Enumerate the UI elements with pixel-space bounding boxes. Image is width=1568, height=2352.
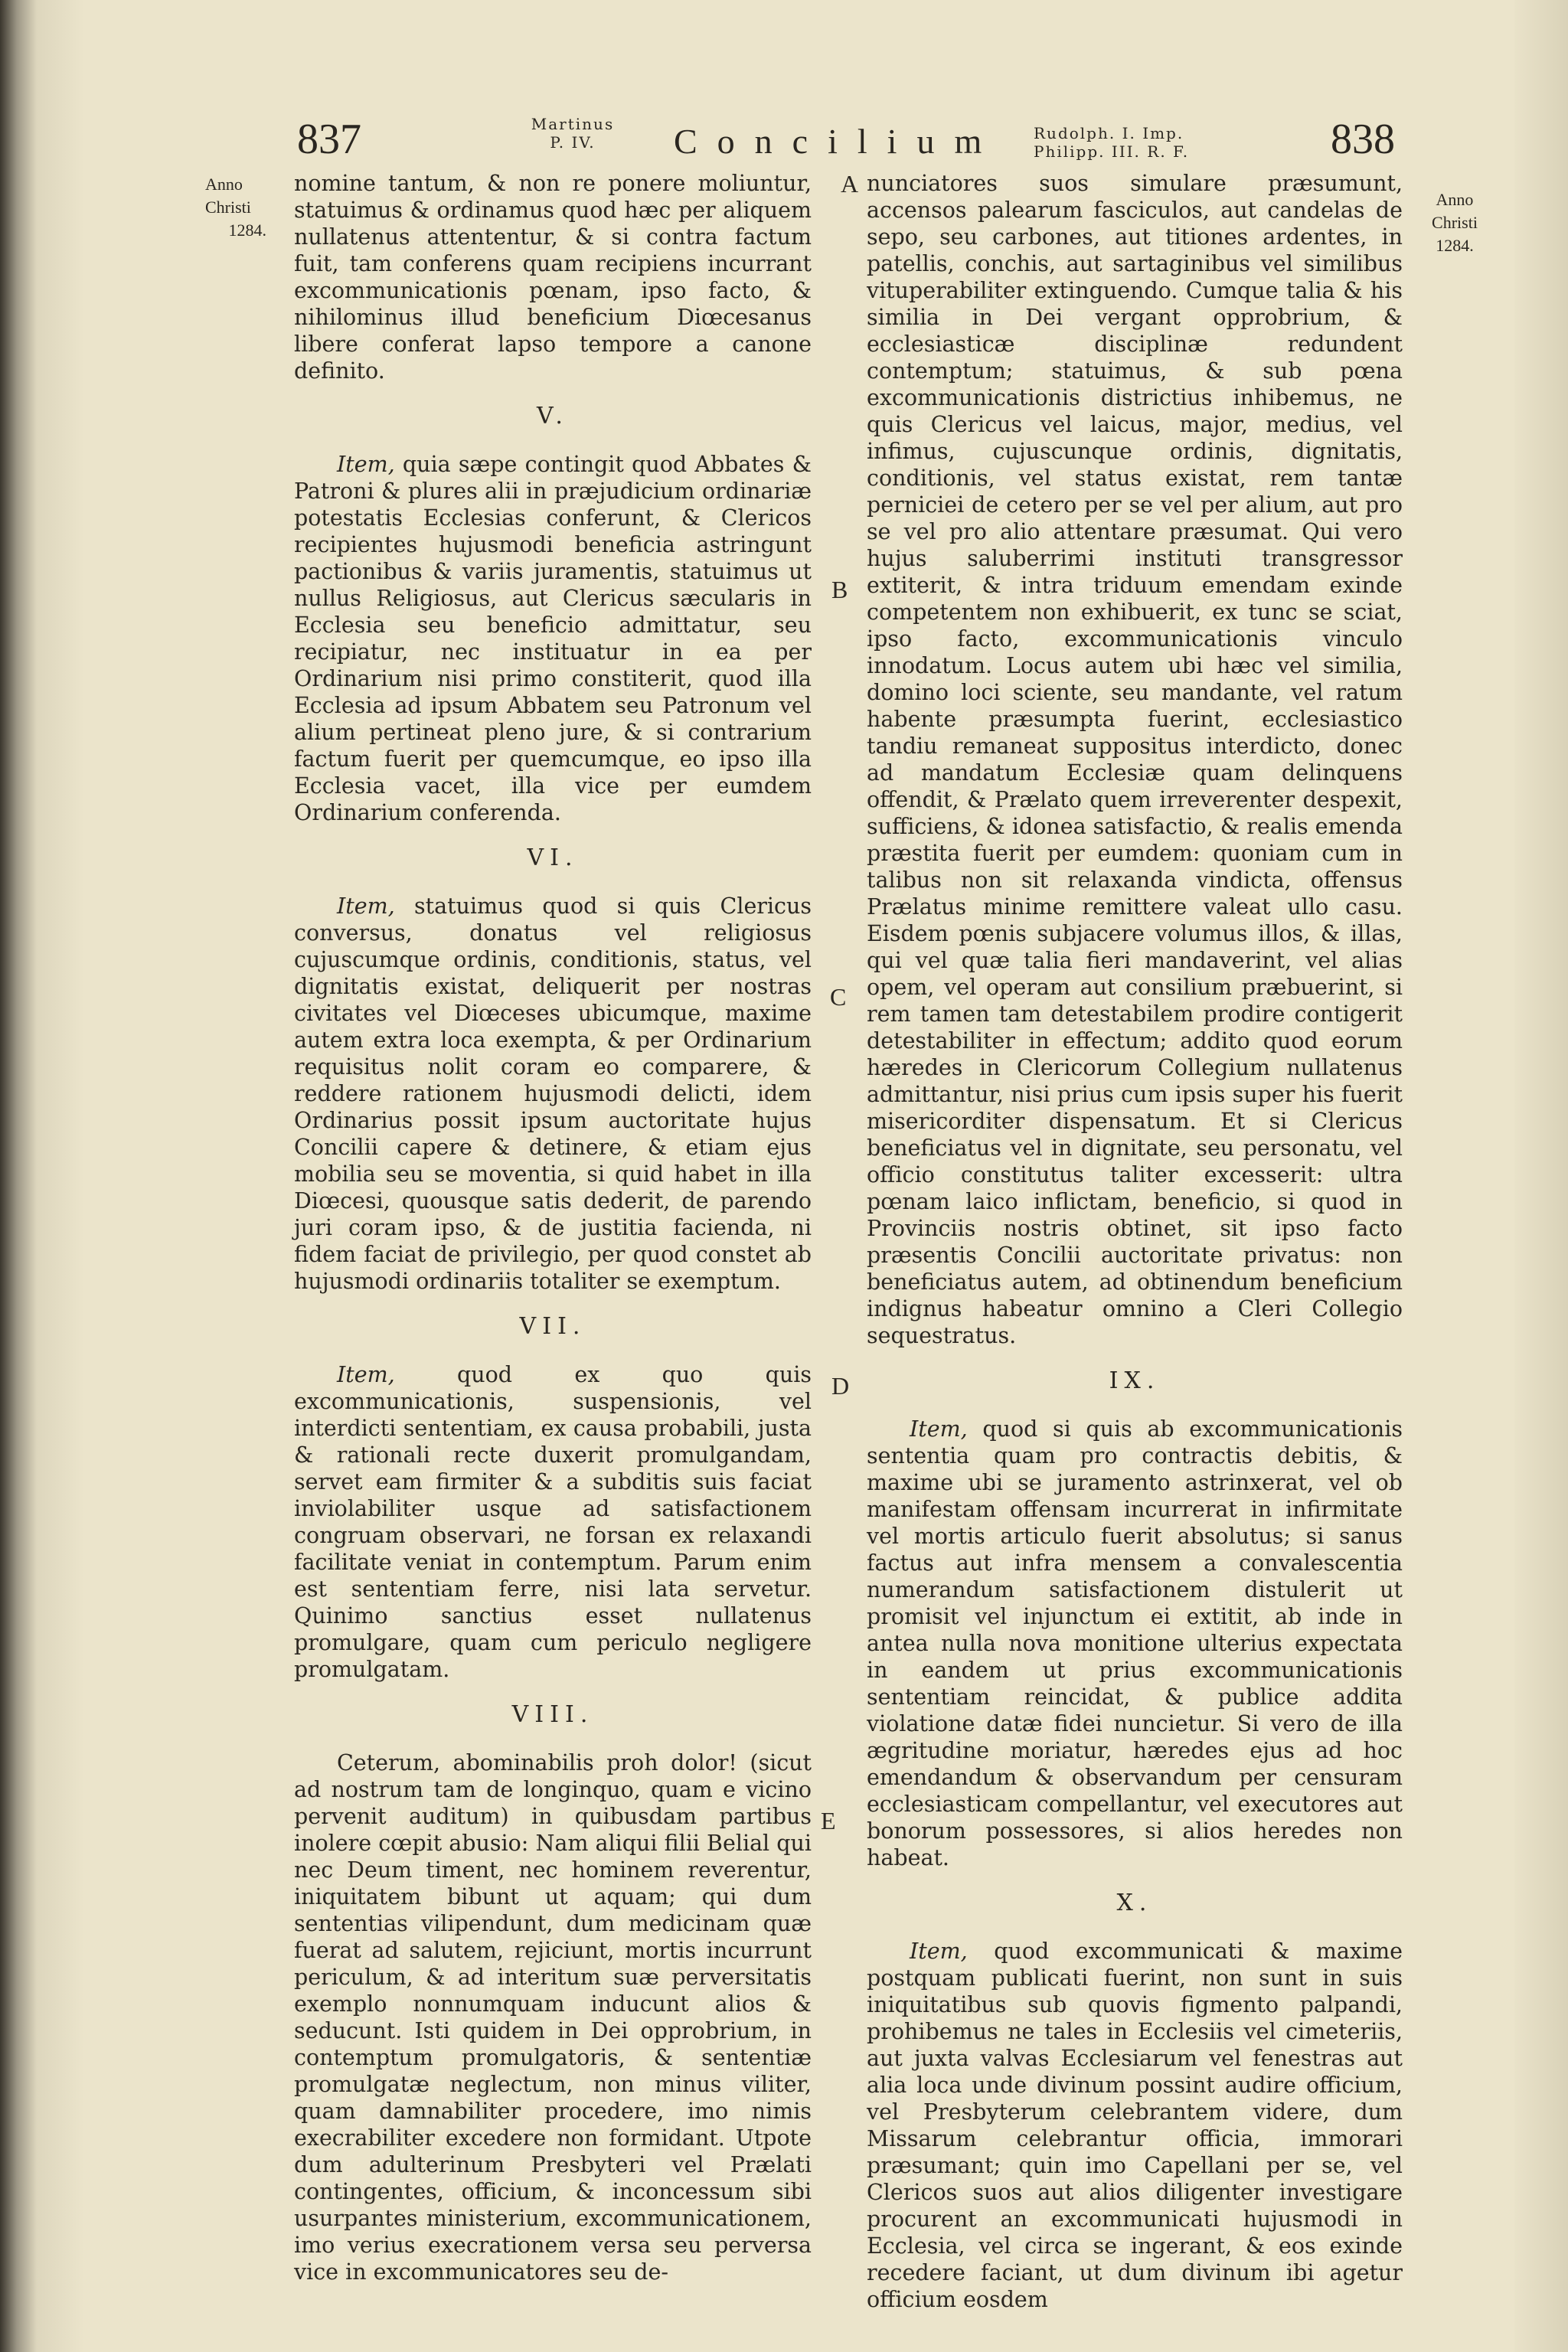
margin-note-line: Christi xyxy=(205,198,251,217)
running-head-line: P. IV. xyxy=(550,133,596,152)
margin-note-line: Christi xyxy=(1432,213,1478,232)
margin-note-line: Anno xyxy=(1436,190,1474,209)
section-letter-a: A xyxy=(841,170,859,198)
section-letter-d: D xyxy=(831,1372,850,1400)
left-running-head xyxy=(511,115,634,152)
paragraph-text: quod excommunicati & maxime postquam publicati fuerint, non sunt in suis iniquitatibus sub quovis figmento palpandi, prohibemus ne tales in Ecclesiis vel cimeteriis, aut juxta valvas Ecclesiarum vel fenestras aut alia loca unde divinum possint audire officium, vel Presbyterum celebrantem videre, dum Missarum celebrantur officia, immorari præsumant; quin imo Capellani per se, vel Clericos suos aut alios diligenter investigare procurent an excommunicati hujusmodi in Ecclesia, vel circa se ingerant, & eos exinde recedere faciant, ut dum divinum ibi agetur officium eosdem xyxy=(867,1939,1403,2312)
item-word: Item, xyxy=(910,1416,968,1442)
paragraph-text: quod ex quo quis excommunicationis, suspensionis, vel interdicti sententiam, ex causa probabili, justa & rationali recte duxerit promulgandam, servet eam firmiter & a subditis suis faciat inviolabiliter usque ad satisfactionem congruam observari, ne forsan ex relaxandi facilitate veniat in contemptum. Parum enim est sententiam ferre, nisi lata servetur. Quinimo sanctius esset nullatenus promulgare, quam cum periculo negligere promulgatam. xyxy=(294,1362,812,1682)
section-heading: X. xyxy=(1116,1890,1153,1916)
paragraph xyxy=(294,451,812,826)
paragraph: nunciatores suos simulare præsumunt, accensos palearum fasciculos, aut candelas de sepo, seu carbones, aut titiones ardentes, in patellis, conchis, aut sartaginibus vel similibus vituperabiliter extinguendo. Cumque talia & his similia in Dei vergant opprobrium, & ecclesiasticæ disciplinæ redundent contemptum; statuimus, & sub pœna excommunicationis districtius inhibemus, ne quis Clericus vel laicus, major, medius, vel infimus, cujuscunque ordinis, dignitatis, conditionis, vel status existat, rem tantæ perniciei de cetero per se vel per alium, aut pro se vel pro alio attentare præsumat. Qui vero hujus saluberrimi instituti transgressor extiterit, & intra triduum emendam exinde competentem non exhibuerit, ex tunc se sciat, ipso facto, excommunicationis vinculo innodatum. Locus autem ubi hæc vel similia, domino loci sciente, seu mandante, vel ratum habente præsumpta fuerint, ecclesiastico tandiu remaneat suppositus interdicto, donec ad mandatum Ecclesiæ quam delinquens offendit, & Prælato quem irreverenter despexit, sufficiens, & idonea satisfactio, & realis emenda præstita fuerit per eumdem: quoniam cum in talibus non sit relaxanda vindicta, offensus Prælatus minime remittere valeat ullo casu. Eisdem pœnis subjacere volumus illos, & illas, qui vel quæ talia fieri mandaverint, vel alias opem, vel operam aut consilium præbuerint, si rem tamen tam detestabilem prodire contigerit detestabiliter in effectum; addito quod eorum hæredes in Clericorum Collegium nullatenus admittantur, nisi prius cum ipsis super his fuerit misericorditer dispensatum. Et si Clericus beneficiatus vel in dignitate, seu personatu, vel officio constitutus taliter excesserit: ultra pœnam laico inflictam, beneficio, si quod in Provinciis nostris obtinet, sit ipso facto præsentis Concilii auctoritate privatus: non beneficiatus autem, ad obtinendum beneficium indignus habeatur omnino a Cleri Collegio sequestratus. xyxy=(867,171,1403,1348)
paragraph-text: quia sæpe contingit quod Abbates & Patroni & plures alii in præjudicium ordinariæ potestatis Ecclesias conferunt, & Clericos recipientes hujusmodi beneficia astringunt pactionibus & variis juramentis, statuimus ut nullus Religiosus, aut Clericus sæcularis in Ecclesia seu beneficio admittatur, seu recipiatur, nec instituatur in ea per Ordinarium nisi primo constiterit, quod illa Ecclesia ad ipsum Abbatem seu Patronum vel alium pertineat pleno jure, & si contrarium factum fuerit per quemcumque, eo ipso illa Ecclesia vacet, illa vice per eumdem Ordinarium conferenda. xyxy=(294,452,812,825)
paragraph: nomine tantum, & non re ponere moliuntur, statuimus & ordinamus quod hæc per aliquem nullatenus attententur, & si contra factum fuit, tam conferens quam recipiens incurrant excommunicationis pœnam, ipso facto, & nihilominus illud beneficium Diœcesanus libere conferat lapso tempore a canone definito. xyxy=(294,171,812,384)
running-head-line: Philipp. III. R. F. xyxy=(1034,142,1190,161)
running-head-line: Martinus xyxy=(531,115,615,133)
paragraph xyxy=(867,1416,1403,1871)
section-letter-c: C xyxy=(830,983,847,1011)
paragraph xyxy=(867,1938,1403,2313)
margin-note-line: Anno xyxy=(205,175,243,194)
margin-note-line: 1284. xyxy=(228,220,266,240)
item-word: Item, xyxy=(337,893,395,919)
left-text-column xyxy=(294,170,812,2295)
paragraph-text: statuimus quod si quis Clericus conversus, donatus vel religiosus cujuscumque ordinis, conditionis, status, vel dignitatis existat, deliquerit per nostras civitates vel Diœceses ubicumque, maxime autem extra loca exempta, & per Ordinarium requisitus nolit coram eo comparere, & reddere rationem hujusmodi delicti, idem Ordinarius possit ipsum auctoritate hujus Concilii capere & detinere, & etiam ejus mobilia seu se moventia, si quid habet in illa Diœcesi, quousque satis dederit, de parendo juri coram ipso, & de justitia facienda, ni fidem faciat de privilegio, per quod constet ab hujusmodi ordinariis totaliter se exemptum. xyxy=(294,893,812,1294)
section-letter-e: E xyxy=(821,1807,836,1834)
section-heading: VII. xyxy=(519,1313,586,1340)
right-page-number: 838 xyxy=(1331,116,1395,163)
section-heading: VI. xyxy=(527,844,579,871)
page-title: Concilium xyxy=(674,122,1002,161)
paragraph xyxy=(294,1361,812,1683)
section-letter-b: B xyxy=(831,576,848,603)
section-heading: IX. xyxy=(1109,1367,1161,1394)
right-margin-note xyxy=(1416,188,1493,257)
left-page-number: 837 xyxy=(297,116,361,163)
section-heading: V. xyxy=(537,403,569,430)
running-head-line: Rudolph. I. Imp. xyxy=(1034,124,1184,142)
right-text-column xyxy=(867,170,1403,2322)
left-margin-note xyxy=(205,173,266,242)
section-heading: VIII. xyxy=(511,1701,594,1728)
paragraph xyxy=(294,893,812,1295)
item-word: Item, xyxy=(337,1362,395,1387)
item-word: Item, xyxy=(910,1939,968,1964)
right-running-head xyxy=(1034,124,1240,161)
book-binding-shadow xyxy=(0,0,84,2352)
paragraph: Ceterum, abominabilis proh dolor! (sicut ad nostrum tam de longinquo, quam e vicino pervenit auditum) in quibusdam partibus inolere cœpit abusio: Nam aliqui filii Belial qui nec Deum timent, nec hominem reverentur, iniquitatem bibunt ut aquam; qui dum sententias vilipendunt, dum medicinam quæ fuerat ad salutem, rejiciunt, mortis incurrunt periculum, & ad interitum suæ perversitatis exemplo nonnumquam inducunt alios & seducunt. Isti quidem in Dei opprobrium, in contemptum promulgatoris, & sententiæ promulgatæ neglectum, non minus viliter, quam damnabiliter procedere, imo nimis execrabiliter excedere non formidant. Utpote dum adulterinum Presbyteri vel Prælati contingentes, officium, & inconcessum sibi usurpantes ministerium, excommunicationem, imo verius execrationem versa seu perversa vice in excommunicatores seu de- xyxy=(294,1750,812,2285)
margin-note-line: 1284. xyxy=(1436,236,1474,255)
paragraph-text: quod si quis ab excommunicationis sententia quam pro contractis debitis, & maxime ubi se juramento astrinxerat, vel ob manifestam offensam incurrerat in infirmitate vel mortis articulo fuerit absolutus; si sanus factus aut infra mensem a convalescentia numerandum satisfactionem distulerit ut promisit vel injunctum ei extitit, ab inde in antea nulla nova monitione ulterius expectata in eandem ut prius excommunicationis sententiam reincidat, & publice addita violatione datæ fidei nuncietur. Si vero de illa ægritudine moriatur, hæredes ejus ad hoc emendandum & observandum per censuram ecclesiasticam compellantur, vel executores aut bonorum possessores, si alios heredes non habeat. xyxy=(867,1416,1403,1870)
item-word: Item, xyxy=(337,452,395,477)
facing-page-edge xyxy=(1514,0,1568,2352)
